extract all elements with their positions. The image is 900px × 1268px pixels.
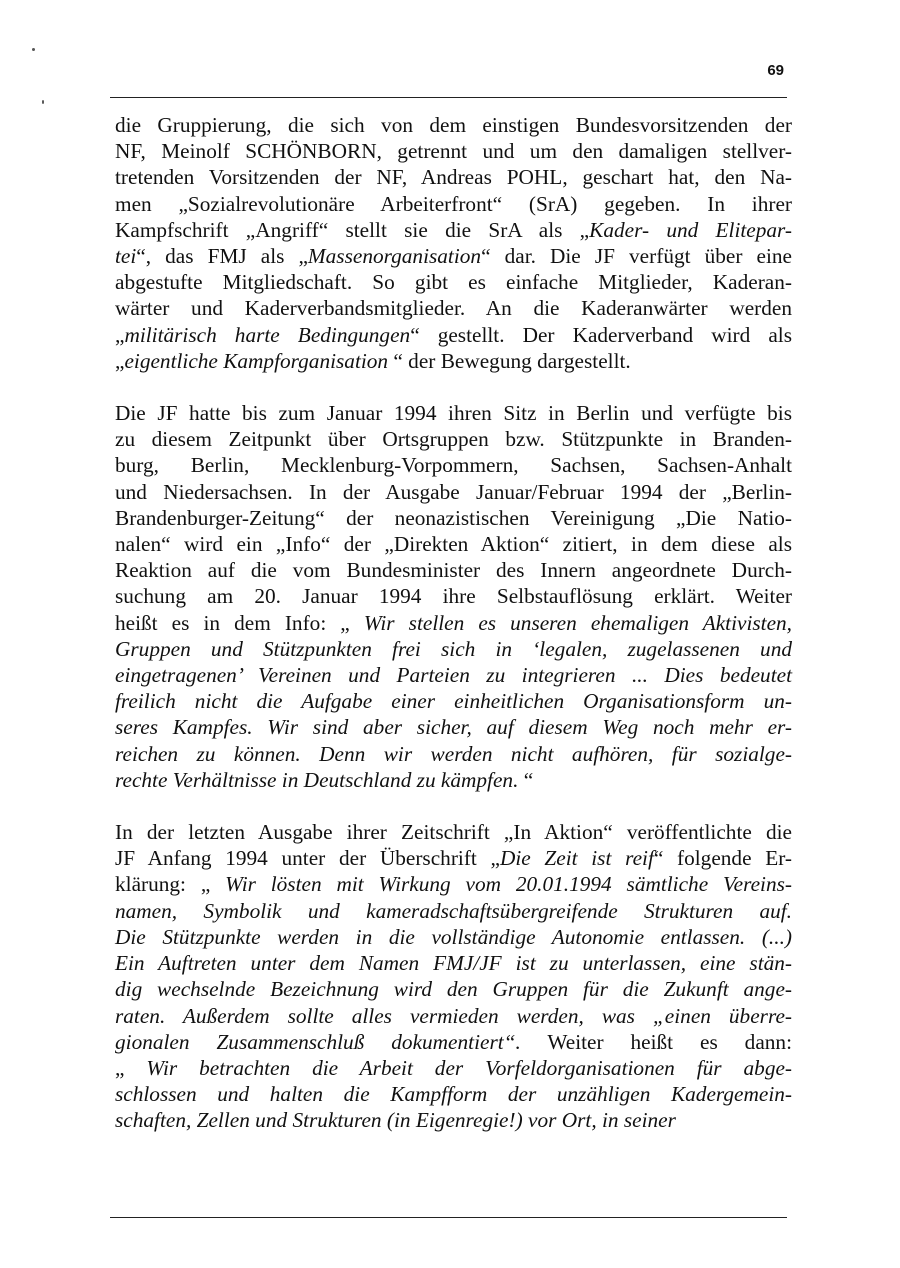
text-line: [115, 610, 792, 636]
text-line: [115, 714, 792, 740]
italic-quote-segment: dig wechselnde Bezeichnung wird den Gruppen für die Zukunft ange-: [115, 977, 792, 1002]
page-number: 69: [767, 62, 784, 79]
italic-quote-segment: Wir stellen es unseren ehemaligen Aktivisten,: [363, 610, 792, 635]
text-segment: Reaktion auf die vom Bundesminister des Innern angeordnete Durch-: [115, 558, 792, 583]
text-segment: heißt es in dem Info: „: [115, 610, 364, 635]
scan-speck: [32, 48, 35, 51]
italic-quote-segment: schaften, Zellen und Strukturen (in Eigenregie!) vor Ort, in seiner: [115, 1108, 676, 1133]
text-line: [115, 688, 792, 714]
text-line: [115, 426, 792, 452]
text-line: [115, 531, 792, 557]
italic-quote-segment: tei: [115, 244, 137, 269]
text-segment: und Niedersachsen. In der Ausgabe Januar/Februar 1994 der „Berlin-: [115, 479, 792, 504]
text-segment: nalen“ wird ein „Info“ der „Direkten Aktion“ zitiert, in dem diese als: [115, 532, 792, 557]
italic-quote-segment: Ein Auftreten unter dem Namen FMJ/JF ist zu unterlassen, eine stän-: [115, 951, 792, 976]
text-line: [115, 479, 792, 505]
text-line: [115, 583, 792, 609]
italic-quote-segment: militärisch harte Bedingungen: [124, 322, 411, 347]
text-segment: In der letzten Ausgabe ihrer Zeitschrift „In Aktion“ veröffentlichte die: [115, 820, 792, 845]
text-segment: wärter und Kaderverbandsmitglieder. An die Kaderanwärter werden: [115, 296, 792, 321]
text-segment: burg, Berlin, Mecklenburg-Vorpommern, Sachsen, Sachsen-Anhalt: [115, 453, 792, 478]
italic-quote-segment: schlossen und halten die Kampfform der unzähligen Kadergemein-: [115, 1082, 792, 1107]
text-segment: Weiter heißt es dann:: [520, 1029, 792, 1054]
text-segment: “ der Bewegung dargestellt.: [388, 348, 631, 373]
text-line: [115, 1107, 792, 1133]
text-segment: JF Anfang 1994 unter der Überschrift „: [115, 846, 500, 871]
text-line: [115, 191, 792, 217]
text-line: [115, 1029, 792, 1055]
italic-quote-segment: Gruppen und Stützpunkten frei sich in ‘legalen, zugelassenen und: [115, 636, 792, 661]
body-text: [115, 112, 792, 1134]
text-segment: „: [115, 348, 125, 373]
text-segment: zu diesem Zeitpunkt über Ortsgruppen bzw. Stützpunkte in Branden-: [115, 427, 792, 452]
italic-quote-segment: eingetragenen’ Vereinen und Parteien zu integrieren ... Dies bedeutet: [115, 663, 792, 688]
italic-quote-segment: gionalen Zusammenschluß dokumentiert“.: [115, 1029, 521, 1054]
text-segment: “ folgende Er-: [653, 846, 792, 871]
text-segment: „: [115, 1055, 147, 1080]
text-line: [115, 845, 792, 871]
italic-quote-segment: namen, Symbolik und kameradschaftsübergreifende Strukturen auf.: [115, 898, 792, 923]
text-line: [115, 924, 792, 950]
text-line: [115, 871, 792, 897]
text-line: [115, 400, 792, 426]
text-line: [115, 1081, 792, 1107]
text-line: [115, 348, 792, 374]
text-line: [115, 217, 792, 243]
text-line: [115, 452, 792, 478]
text-line: [115, 741, 792, 767]
italic-quote-segment: Massenorganisation: [307, 244, 482, 269]
paragraph-gap: [115, 374, 792, 400]
italic-quote-segment: reichen zu können. Denn wir werden nicht aufhören, für sozialge-: [115, 741, 792, 766]
text-segment: NF, Meinolf SCHÖNBORN, getrennt und um den damaligen stellver-: [115, 139, 792, 164]
text-segment: “ dar. Die JF verfügt über eine: [481, 244, 792, 269]
italic-quote-segment: eigentliche Kampforganisation: [124, 348, 389, 373]
text-segment: klärung: „: [115, 872, 226, 897]
text-segment: tretenden Vorsitzenden der NF, Andreas POHL, geschart hat, den Na-: [115, 165, 792, 190]
text-line: [115, 636, 792, 662]
scan-speck: [42, 100, 44, 104]
text-line: [115, 112, 792, 138]
text-line: [115, 505, 792, 531]
italic-quote-segment: freilich nicht die Aufgabe einer einheitlichen Organisationsform un-: [115, 689, 792, 714]
text-line: [115, 819, 792, 845]
text-line: [115, 322, 792, 348]
text-segment: die Gruppierung, die sich von dem einstigen Bundesvorsitzenden der: [115, 113, 792, 137]
header-rule: [110, 97, 787, 98]
text-line: [115, 898, 792, 924]
italic-quote-segment: Wir betrachten die Arbeit der Vorfeldorganisationen für abge-: [146, 1055, 793, 1080]
text-segment: “, das FMJ als „: [136, 244, 308, 269]
text-segment: “ gestellt. Der Kaderverband wird als: [410, 322, 792, 347]
text-segment: „: [115, 322, 125, 347]
text-segment: men „Sozialrevolutionäre Arbeiterfront“ (SrA) gegeben. In ihrer: [115, 191, 792, 216]
italic-quote-segment: Die Zeit ist reif: [499, 846, 654, 871]
text-segment: suchung am 20. Januar 1994 ihre Selbstauflösung erklärt. Weiter: [115, 584, 792, 609]
text-line: [115, 269, 792, 295]
italic-quote-segment: raten. Außerdem sollte alles vermieden werden, was „einen überre-: [115, 1003, 792, 1028]
italic-quote-segment: Kader- und Elitepar-: [589, 217, 792, 242]
text-line: [115, 1055, 792, 1081]
paragraph-gap: [115, 793, 792, 819]
text-line: [115, 662, 792, 688]
text-segment: “: [518, 767, 534, 792]
text-line: [115, 138, 792, 164]
text-line: [115, 950, 792, 976]
text-line: [115, 295, 792, 321]
text-segment: abgestufte Mitgliedschaft. So gibt es einfache Mitglieder, Kaderan-: [115, 270, 792, 295]
text-line: [115, 1003, 792, 1029]
text-segment: Die JF hatte bis zum Januar 1994 ihren Sitz in Berlin und verfügte bis: [115, 401, 792, 426]
text-line: [115, 243, 792, 269]
text-line: [115, 557, 792, 583]
italic-quote-segment: seres Kampfes. Wir sind aber sicher, auf diesem Weg noch mehr er-: [115, 715, 792, 740]
text-segment: Brandenburger-Zeitung“ der neonazistischen Vereinigung „Die Natio-: [115, 505, 792, 530]
footer-rule: [110, 1217, 787, 1218]
text-line: [115, 767, 792, 793]
text-segment: Kampfschrift „Angriff“ stellt sie die SrA als „: [115, 217, 590, 242]
italic-quote-segment: Wir lösten mit Wirkung vom 20.01.1994 sämtliche Vereins-: [225, 872, 792, 897]
italic-quote-segment: rechte Verhältnisse in Deutschland zu kämpfen.: [115, 767, 519, 792]
italic-quote-segment: Die Stützpunkte werden in die vollständige Autonomie entlassen. (...): [115, 924, 792, 949]
text-line: [115, 976, 792, 1002]
text-line: [115, 164, 792, 190]
